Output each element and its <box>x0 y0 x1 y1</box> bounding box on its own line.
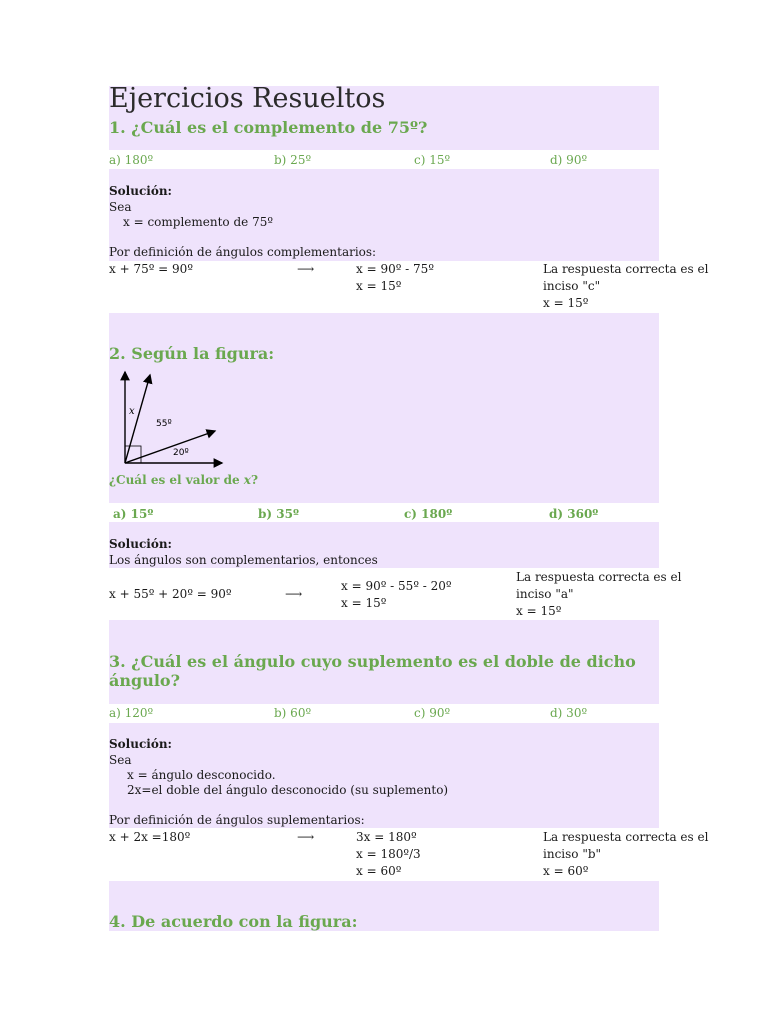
q3-option-b: b) 60º <box>274 706 312 720</box>
q3-answer-line-2: inciso "b" <box>543 847 602 861</box>
q1-sea: Sea <box>109 200 132 214</box>
angle-figure <box>112 366 227 468</box>
q1-def-x: x = complemento de 75º <box>123 215 273 229</box>
q1-answer-line-3: x = 15º <box>543 296 589 310</box>
q2-option-b: b) 35º <box>258 507 299 521</box>
q3-def-2x: 2x=el doble del ángulo desconocido (su suplemento) <box>127 783 449 797</box>
ray-20 <box>125 431 215 463</box>
q4-question: 4. De acuerdo con la figura: <box>109 912 358 931</box>
q3-question-line-1: 3. ¿Cuál es el ángulo cuyo suplemento es el doble de dicho <box>109 652 636 671</box>
q3-definition: Por definición de ángulos suplementarios: <box>109 813 365 827</box>
q2-subquestion <box>109 473 258 487</box>
q3-option-a: a) 120º <box>109 706 154 720</box>
q1-option-b: b) 25º <box>274 153 312 167</box>
q2-option-a: a) 15º <box>113 507 154 521</box>
q1-arrow: ⟶ <box>297 262 315 276</box>
fig-label-20: 20º <box>173 448 189 458</box>
q2-step-1: x = 90º - 55º - 20º <box>341 579 452 593</box>
page-title: Ejercicios Resueltos <box>109 83 386 114</box>
q3-equation: x + 2x =180º <box>109 830 191 844</box>
q2-arrow: ⟶ <box>285 587 303 601</box>
q1-definition: Por definición de ángulos complementarios: <box>109 245 377 259</box>
q3-solution-label: Solución: <box>109 737 172 751</box>
q3-option-d: d) 30º <box>550 706 588 720</box>
q2-answer-line-1: La respuesta correcta es el <box>516 570 682 584</box>
ray-x <box>125 375 150 463</box>
q2-option-d: d) 360º <box>549 507 599 521</box>
q2-sub-var: x <box>243 473 251 487</box>
q2-intro: Los ángulos son complementarios, entonces <box>109 553 378 567</box>
q2-equation: x + 55º + 20º = 90º <box>109 587 232 601</box>
q1-option-a: a) 180º <box>109 153 154 167</box>
q1-question: 1. ¿Cuál es el complemento de 75º? <box>109 118 428 137</box>
q2-question: 2. Según la figura: <box>109 344 275 363</box>
q3-step-1: 3x = 180º <box>356 830 417 844</box>
q2-option-c: c) 180º <box>404 507 453 521</box>
q3-option-c: c) 90º <box>414 706 451 720</box>
q1-option-d: d) 90º <box>550 153 588 167</box>
q3-step-3: x = 60º <box>356 864 402 878</box>
q3-def-x: x = ángulo desconocido. <box>127 768 276 782</box>
q2-solution-label: Solución: <box>109 537 172 551</box>
q1-step-2: x = 15º <box>356 279 402 293</box>
fig-label-x: x <box>129 406 135 417</box>
q3-answer-line-1: La respuesta correcta es el <box>543 830 709 844</box>
q2-answer-line-2: inciso "a" <box>516 587 574 601</box>
q3-sea: Sea <box>109 753 132 767</box>
q1-equation: x + 75º = 90º <box>109 262 193 276</box>
q1-solution-label: Solución: <box>109 184 172 198</box>
q3-answer-line-3: x = 60º <box>543 864 589 878</box>
q3-question-line-2: ángulo? <box>109 671 180 690</box>
q1-option-c: c) 15º <box>414 153 451 167</box>
q1-step-1: x = 90º - 75º <box>356 262 434 276</box>
q2-sub-prefix: ¿Cuál es el valor de <box>109 473 244 487</box>
q3-arrow: ⟶ <box>297 830 315 844</box>
q3-step-2: x = 180º/3 <box>356 847 421 861</box>
q2-answer-line-3: x = 15º <box>516 604 562 618</box>
q1-answer-line-2: inciso "c" <box>543 279 601 293</box>
q2-sub-suffix: ? <box>250 473 258 487</box>
q2-step-2: x = 15º <box>341 596 387 610</box>
q1-answer-line-1: La respuesta correcta es el <box>543 262 709 276</box>
fig-label-55: 55º <box>156 419 172 429</box>
